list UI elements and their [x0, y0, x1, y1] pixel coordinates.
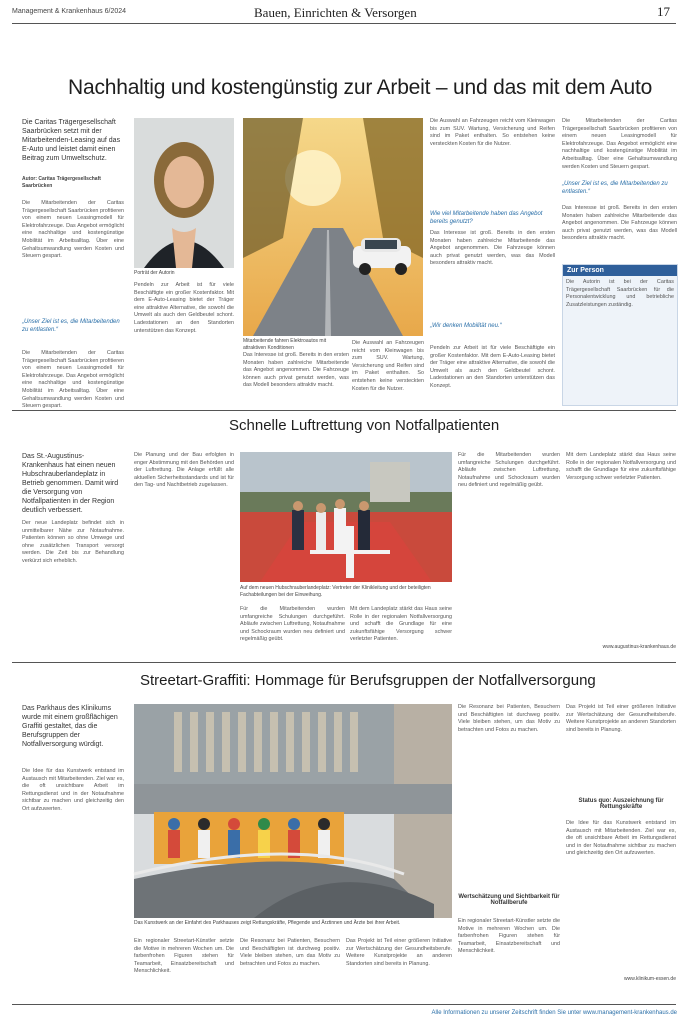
graffiti-illustration — [134, 704, 452, 918]
article1-col4: Die Auswahl an Fahrzeugen reicht vom Kleinwagen bis zum SUV. Wartung, Versicherung und Reifen sind im Paket enthalten. So entstehen keine versteckten Kosten für die Nutzer. — [430, 118, 555, 147]
article2-rule — [12, 662, 676, 663]
article1-lead: Die Caritas Trägergesellschaft Saarbrücken setzt mit der Mitarbeitenden-Leasing auf das E-Auto und leistet damit einen Beitrag zum Umweltschutz. — [22, 119, 121, 162]
section-title: Bauen, Einrichten & Versorgen — [254, 5, 417, 20]
article3-subhead2: Status quo: Auszeichnung für Rettungskräfte — [578, 798, 664, 810]
article2-col4: Für die Mitarbeitenden wurden umfangreiche Schulungen durchgeführt. Abläufe zwischen Luftrettung, Notaufnahme und Schockraum wurden neu definiert und regelmäßig geübt. — [458, 452, 560, 489]
article3-col2b: Die Resonanz bei Patienten, Besuchern und Beschäftigten ist durchweg positiv. Viele bleiben stehen, um das Motiv zu betrachten und Fotos zu machen. — [240, 938, 340, 967]
article1-col1b: Die Mitarbeitenden der Caritas Trägergesellschaft Saarbrücken profitieren von einem neuen Leasingmodell für Elektrofahrzeuge. Das Angebot ermöglicht eine nachhaltige und kostengünstige Mobilität im Arbeitsalltag. Über eine Gehaltsumwandlung werden Kosten und Steuern gespart. — [22, 350, 124, 410]
article1-col1: Die Mitarbeitenden der Caritas Trägergesellschaft Saarbrücken profitieren von einem neuen Leasingmodell für Elektrofahrzeuge. Das Angebot ermöglicht eine nachhaltige und kostengünstige Mobilität im Arbeitsalltag. Über eine Gehaltsumwandlung werden Kosten und Steuern gespart. — [22, 200, 124, 260]
article3-source: www.klinikum-essen.de — [624, 976, 676, 982]
helipad-illustration — [240, 452, 452, 582]
footer-rule — [12, 1004, 676, 1005]
header-rule — [12, 23, 676, 24]
footer-link[interactable]: Alle Informationen zu unserer Zeitschrift finden Sie unter www.management-krankenhaus.de — [431, 1010, 677, 1016]
person-box-title: Zur Person — [563, 265, 677, 276]
section-label: Management & Krankenhaus 6/2024 — [12, 8, 127, 15]
article1-col5: Die Mitarbeitenden der Caritas Trägergesellschaft Saarbrücken profitieren von einem neuen Leasingmodell für Elektrofahrzeuge. Das Angebot ermöglicht eine nachhaltige und kostengünstige Mobilität im Arbeitsalltag. Über eine Gehaltsumwandlung werden Kosten und Steuern gespart. — [562, 118, 677, 170]
article2-col3: Für die Mitarbeitenden wurden umfangreiche Schulungen durchgeführt. Abläufe zwischen Luftrettung, Notaufnahme und Schockraum wurden neu definiert und regelmäßig geübt. — [240, 606, 345, 643]
person-info-box — [562, 264, 678, 406]
article1-quote-side: „Unser Ziel ist es, die Mitarbeitenden zu entlasten.“ — [562, 181, 668, 195]
article1-col2: Pendeln zur Arbeit ist für viele Beschäftigte ein großer Kostenfaktor. Mit dem E-Auto-Leasing bietet der Träger eine attraktive Alternative, die sowohl die Umwelt als auch den Geldbeutel schont. Ladestationen an den Standorten unterstützen das Konzept. — [134, 282, 234, 334]
portrait-photo — [134, 118, 234, 268]
article3-col3b: Ein regionaler Streetart-Künstler setzte die Motive in mehreren Wochen um. Die farbenfrohen Figuren stehen für Teamarbeit, Einsatzbereitschaft und Menschlichkeit. — [458, 918, 560, 955]
article2-lead: Das St.-Augustinus-Krankenhaus hat einen neuen Hubschrauberlandeplatz in Betrieb genommen. Damit wird die Versorgung von Notfallpatienten in der Region deutlich verbessert. — [22, 453, 119, 514]
article3-col2c: Das Projekt ist Teil einer größeren Initiative zur Wertschätzung der Gesundheitsberufe. Weitere Kunstprojekte an anderen Standorten sind bereits in Planung. — [346, 938, 452, 967]
graffiti-photo — [134, 704, 452, 918]
article1-col4b: Das Interesse ist groß. Bereits in den ersten Monaten haben zahlreiche Mitarbeitende das Angebot angenommen. Die Fahrzeuge können auch privat genutzt werden, was das Modell besonders attraktiv macht. — [430, 230, 555, 267]
article3-lead: Das Parkhaus des Klinikums wurde mit einem großflächigen Graffiti gestaltet, das die Berufsgruppen der Notfallversorgung würdigt. — [22, 705, 118, 748]
article1-quote2: „Wir denken Mobilität neu.“ — [430, 323, 502, 329]
article1-rule — [12, 410, 676, 411]
road-photo — [243, 118, 423, 336]
article1-col3: Das Interesse ist groß. Bereits in den ersten Monaten haben zahlreiche Mitarbeitende das Angebot angenommen. Die Fahrzeuge können auch privat genutzt werden, was das Modell besonders attraktiv macht. — [243, 352, 349, 389]
article2-col1: Der neue Landeplatz befindet sich in unmittelbarer Nähe zur Notaufnahme. Patienten können so ohne Umwege und ohne zusätzlichen Transport versorgt werden. Die Zeit bis zur Behandlung verkürzt sich erheblich. — [22, 520, 124, 564]
article2-col5: Mit dem Landeplatz stärkt das Haus seine Rolle in der regionalen Notfallversorgung und schafft die Grundlage für eine zukunftsfähige Versorgung schwer verletzter Patienten. — [566, 452, 676, 481]
article3-col4b: Die Idee für das Kunstwerk entstand im Austausch mit Mitarbeitenden. Ziel war es, die oft unsichtbare Arbeit im Rettungsdienst und in der Notaufnahme sichtbar zu machen und gleichzeitig den Ort aufzuwerten. — [566, 820, 676, 857]
helipad-photo — [240, 452, 452, 582]
article3-headline: Streetart-Graffiti: Hommage für Berufsgruppen der Notfallversorgung — [140, 672, 596, 689]
article2-col3b: Mit dem Landeplatz stärkt das Haus seine Rolle in der regionalen Notfallversorgung und schafft die Grundlage für eine zukunftsfähige Versorgung schwer verletzter Patienten. — [350, 606, 452, 643]
road-illustration — [243, 118, 423, 336]
graffiti-caption: Das Kunstwerk an der Einfahrt des Parkhauses zeigt Rettungskräfte, Pflegende und Ärztinnen und Ärzte bei ihrer Arbeit. — [134, 920, 401, 926]
article2-source: www.augustinus-krankenhaus.de — [602, 644, 676, 650]
article3-col1: Die Idee für das Kunstwerk entstand im Austausch mit Mitarbeitenden. Ziel war es, die oft unsichtbare Arbeit im Rettungsdienst und in der Notaufnahme sichtbar zu machen und gleichzeitig den Ort aufzuwerten. — [22, 768, 124, 812]
portrait-caption: Porträt der Autorin — [134, 270, 175, 276]
article1-quote1: „Unser Ziel ist es, die Mitarbeitenden zu entlasten.“ — [22, 319, 120, 333]
person-box-text: Die Autorin ist bei der Caritas Trägergesellschaft Saarbrücken für die Personalentwicklung und betriebliche Zusatzleistungen zuständig. — [566, 279, 674, 308]
road-caption: Mitarbeitende fahren Elektroautos mit attraktiven Konditionen — [243, 338, 327, 351]
article1-headline: Nachhaltig und kostengünstig zur Arbeit – und das mit dem Auto — [68, 76, 653, 99]
article1-question: Wie viel Mitarbeitende haben das Angebot bereits genutzt? — [430, 211, 543, 225]
article1-col4c: Pendeln zur Arbeit ist für viele Beschäftigte ein großer Kostenfaktor. Mit dem E-Auto-Leasing bietet der Träger eine attraktive Alternative, die sowohl die Umwelt als auch den Geldbeutel schont. Ladestationen an den Standorten unterstützen das Konzept. — [430, 345, 555, 389]
helipad-caption: Auf dem neuen Hubschrauberlandeplatz: Vertreter der Klinikleitung und der beteiligten Fachabteilungen bei der Einweihung. — [240, 585, 431, 598]
portrait-illustration — [134, 118, 234, 268]
article1-col5b: Das Interesse ist groß. Bereits in den ersten Monaten haben zahlreiche Mitarbeitende das Angebot angenommen. Die Fahrzeuge können auch privat genutzt werden, was das Modell besonders attraktiv macht. — [562, 205, 677, 242]
article1-byline: Autor: Caritas Trägergesellschaft Saarbrücken — [22, 176, 101, 189]
article1-col3b: Die Auswahl an Fahrzeugen reicht vom Kleinwagen bis zum SUV. Wartung, Versicherung und Reifen sind im Paket enthalten. So entstehen keine versteckten Kosten für die Nutzer. — [352, 340, 424, 392]
article2-headline: Schnelle Luftrettung von Notfallpatienten — [229, 417, 500, 434]
article3-col4: Das Projekt ist Teil einer größeren Initiative zur Wertschätzung der Gesundheitsberufe. Weitere Kunstprojekte an anderen Standorten sind bereits in Planung. — [566, 704, 676, 733]
article3-col2: Ein regionaler Streetart-Künstler setzte die Motive in mehreren Wochen um. Die farbenfrohen Figuren stehen für Teamarbeit, Einsatzbereitschaft und Menschlichkeit. — [134, 938, 234, 975]
article3-subhead1: Wertschätzung und Sichtbarkeit für Notfallberufe — [458, 894, 560, 906]
article2-col2: Die Planung und der Bau erfolgten in enger Abstimmung mit den Behörden und der Luftrettung. Die Anlage erfüllt alle aktuellen Sicherheitsstandards und ist für den Tag- und Nachtbetrieb zugelassen. — [134, 452, 234, 489]
article3-col3: Die Resonanz bei Patienten, Besuchern und Beschäftigten ist durchweg positiv. Viele bleiben stehen, um das Motiv zu betrachten und Fotos zu machen. — [458, 704, 560, 733]
page-number: 17 — [657, 4, 670, 19]
